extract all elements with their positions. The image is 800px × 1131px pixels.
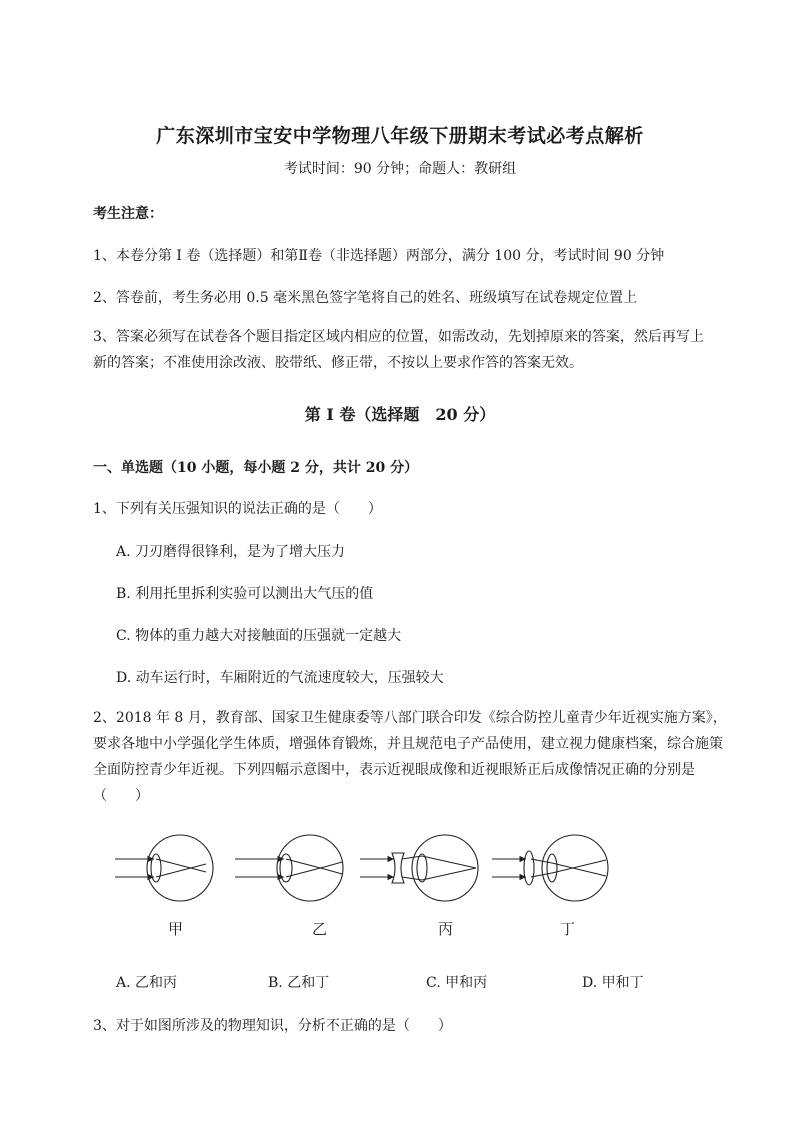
section-title: 第 I 卷（选择题 20 分） [304,405,496,424]
question-1-option-d: D. 动车运行时，车厢附近的气流速度较大，压强较大 [116,670,444,686]
part-heading: 一、单选题（10 小题，每小题 2 分，共计 20 分） [93,460,419,476]
eye-diagram-bing [360,835,478,901]
eye-diagrams-figure [110,828,630,908]
question-1-option-c: C. 物体的重力越大对接触面的压强就一定越大 [116,628,402,644]
notice-heading: 考生注意： [93,206,163,222]
question-2-option-a: A. 乙和丙 [116,975,178,991]
question-2-option-d: D. 甲和丁 [582,975,644,991]
exam-subtitle: 考试时间：90 分钟；命题人：教研组 [283,161,517,177]
figure-label-yi: 乙 [312,920,328,938]
figure-label-jia: 甲 [168,920,184,938]
notice-item-2: 2、答卷前，考生务必用 0.5 毫米黑色签字笔将自己的姓名、班级填写在试卷规定位置上 [93,290,638,306]
question-2-stem: 2、2018 年 8 月，教育部、国家卫生健康委等八部门联合印发《综合防控儿童青少年近视实施方案》，要求各地中小学强化学生体质，增强体育锻炼，并且规范电子产品使用，建立视力健康档案，综合施策全面防控青少年近视。下列四幅示意图中，表示近视眼成像和近视眼矫正后成像情况正确的分别是（ ） [93,710,727,804]
notice-item-1: 1、本卷分第 I 卷（选择题）和第Ⅱ卷（非选择题）两部分，满分 100 分，考试时间 90 分钟 [93,248,665,264]
notice-item-3: 3、答案必须写在试卷各个题目指定区域内相应的位置，如需改动，先划掉原来的答案，然后再写上新的答案；不准使用涂改液、胶带纸、修正带，不按以上要求作答的答案无效。 [93,329,704,371]
figure-label-ding: 丁 [560,920,576,938]
question-2-option-c: C. 甲和丙 [426,975,488,991]
question-1-stem: 1、下列有关压强知识的说法正确的是（ ） [93,501,382,517]
eye-diagram-yi [235,835,343,901]
question-1-option-b: B. 利用托里拆利实验可以测出大气压的值 [116,586,374,602]
eye-diagram-ding [492,835,608,901]
question-1-option-a: A. 刀刃磨得很锋利，是为了增大压力 [116,544,346,560]
exam-title: 广东深圳市宝安中学物理八年级下册期末考试必考点解析 [156,125,644,147]
question-3-stem: 3、对于如图所涉及的物理知识，分析不正确的是（ ） [93,1018,452,1034]
eye-diagram-jia [115,835,213,901]
question-2-option-b: B. 乙和丁 [268,975,330,991]
figure-label-bing: 丙 [438,920,454,938]
